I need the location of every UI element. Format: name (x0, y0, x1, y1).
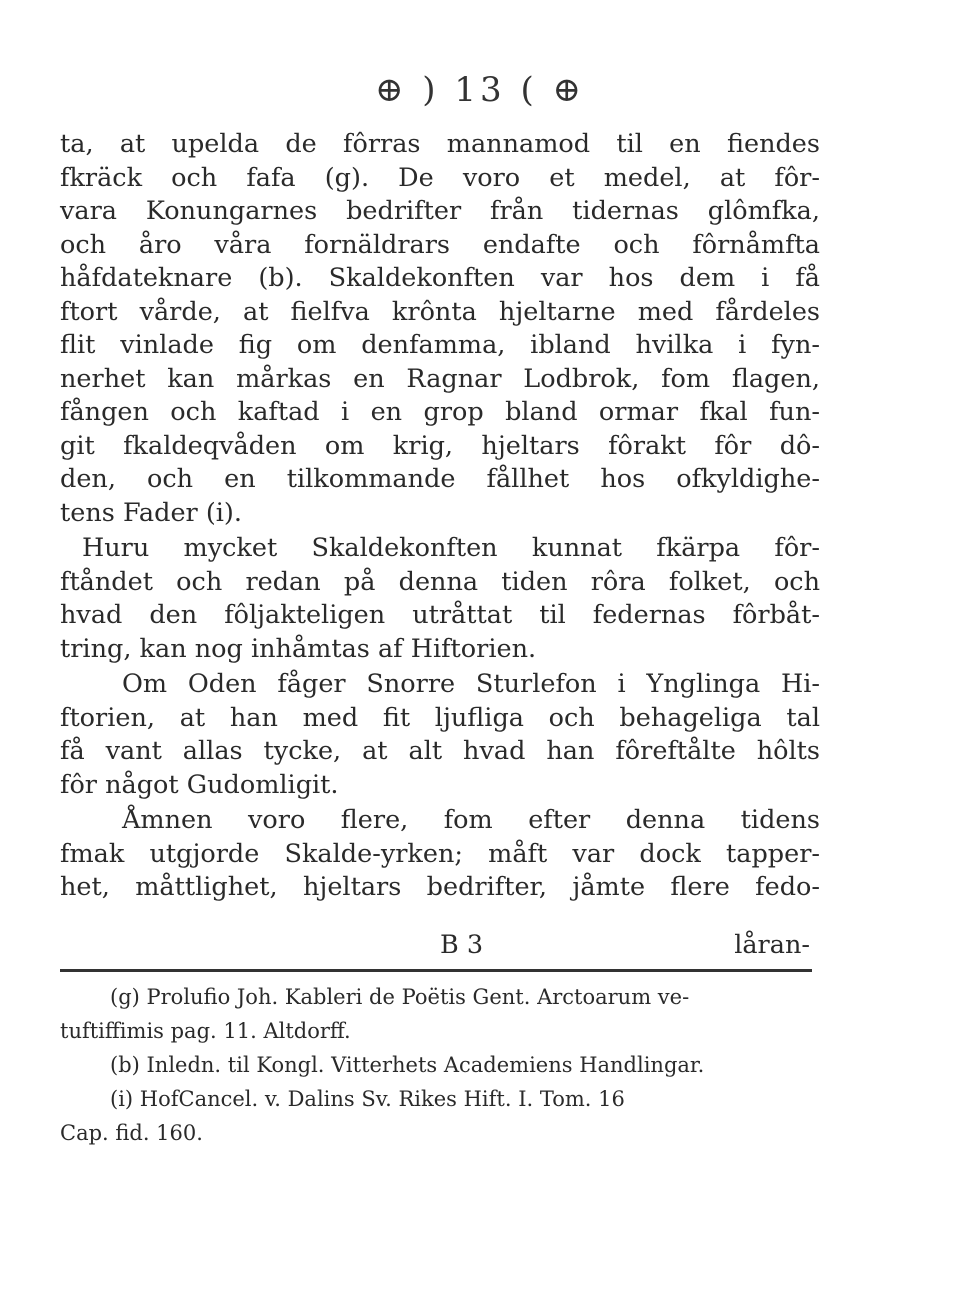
text-line: fkräck och fafa (g). De voro et medel, at fôr- (60, 162, 820, 193)
text-line: håfdateknare (b). Skaldekonften var hos dem i få (60, 263, 820, 293)
text-line: fmak utgjorde Skalde-yrken; måft var dock tapper- (60, 838, 820, 869)
text-line: tring, kan nog inhåmtas af Hiftorien. (60, 633, 537, 664)
text-line: Åmnen voro flere, fom efter denna tidens (122, 805, 820, 835)
main-text (60, 128, 820, 905)
text-line: fången och kaftad i en grop bland ormar fkal fun- (60, 397, 820, 427)
text-line: ftåndet och redan på denna tiden rôra folket, och (60, 566, 820, 597)
footnote-rule (60, 969, 812, 972)
text-line: git fkaldeqvåden om krig, hjeltars fôrakt fôr dô- (60, 430, 820, 461)
text-line: Om Oden fåger Snorre Sturlefon i Ynglinga Hi- (122, 669, 820, 699)
text-line: få vant allas tycke, at alt hvad han fôreftålte hôlts (60, 736, 820, 766)
text-line: Huru mycket Skaldekonften kunnat fkärpa fôr- (82, 533, 820, 563)
text-line: flit vinlade fig om denfamma, ibland hvilka i fyn- (60, 330, 820, 360)
text-line: het, måttlighet, hjeltars bedrifter, jåmte flere fedo- (60, 872, 820, 902)
footnote: (i) HofCancel. v. Dalins Sv. Rikes Hift. I. Tom. 16 (110, 1087, 625, 1111)
signature-mark: B 3 (440, 930, 484, 960)
text-line: den, och en tilkommande fållhet hos ofkyldighe- (60, 464, 820, 494)
footnote: (b) Inledn. til Kongl. Vitterhets Academiens Handlingar. (110, 1053, 705, 1077)
text-line: fôr något Gudomligit. (60, 769, 339, 800)
footnote: (g) Prolufio Joh. Kableri de Poëtis Gent. Arctoarum ve- (110, 985, 690, 1009)
text-line: ta, at upelda de fôrras mannamod til en fiendes (60, 129, 820, 159)
text-line: vara Konungarnes bedrifter från tidernas glômfka, (60, 196, 820, 226)
text-line: hvad den fôljakteligen utråttat til federnas fôrbåt- (60, 600, 820, 630)
footnote-continuation: tuftiffimis pag. 11. Altdorff. (60, 1019, 351, 1043)
text-line: ftorien, at han med fit ljufliga och behageliga tal (60, 702, 820, 733)
text-line: ftort vårde, at fielfva krônta hjeltarne med fårdeles (60, 296, 820, 327)
footnotes (60, 980, 810, 1150)
running-head: ⊕ ) 13 ( ⊕ (375, 70, 585, 110)
catchword: låran- (734, 930, 810, 960)
text-line: nerhet kan mårkas en Ragnar Lodbrok, fom flagen, (60, 363, 820, 394)
text-line: tens Fader (i). (60, 497, 242, 528)
footnote-continuation: Cap. fid. 160. (60, 1121, 203, 1145)
page-footer (60, 930, 810, 964)
text-line: och åro våra fornäldrars endafte och fôrnåmfta (60, 229, 820, 260)
